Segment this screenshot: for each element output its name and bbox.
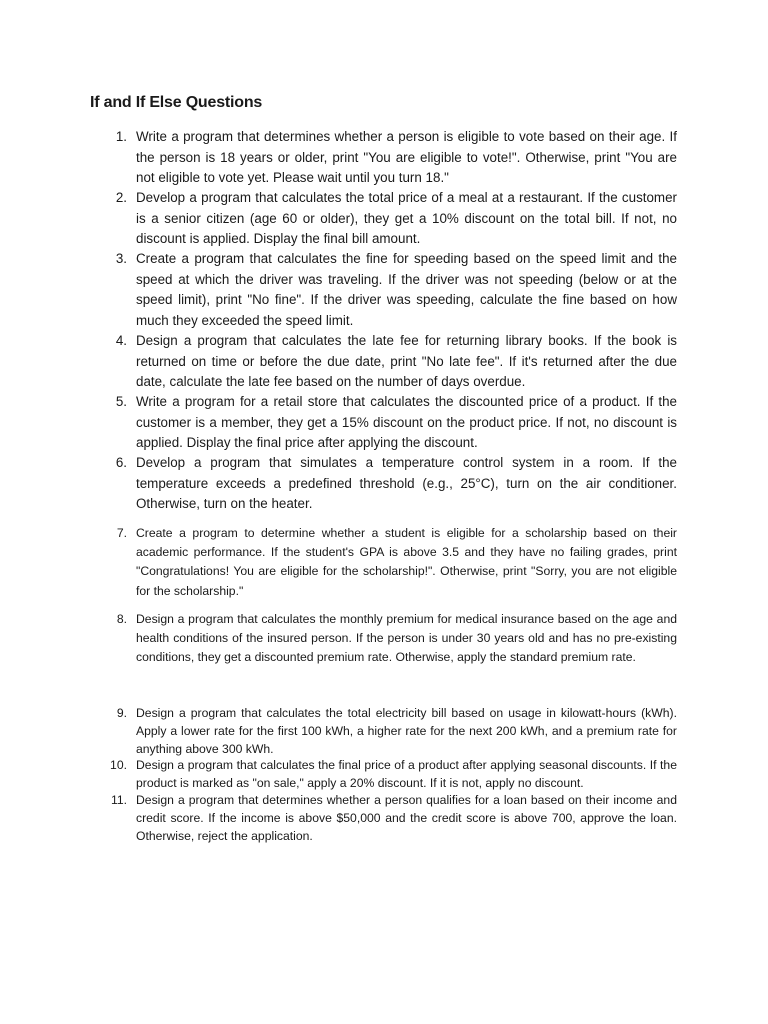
item-text: Design a program that calculates the monthly premium for medical insurance based on the age and health conditions of the insured person. If the person is under 30 years old and has no pre-existing conditions, they get a discounted premium rate. Otherwise, apply the standard premium rate. [136, 612, 677, 665]
item-number: 3. [115, 251, 127, 266]
item-text: Develop a program that simulates a temperature control system in a room. If the temperature exceeds a predefined threshold (e.g., 25°C), turn on the air conditioner. Otherwise, turn on the heater. [136, 455, 677, 512]
item-text: Write a program that determines whether a person is eligible to vote based on their age. If the person is 18 years or older, print "You are eligible to vote!". Otherwise, print "You are not eligible to vote yet. Please wait until you turn 18." [136, 129, 677, 186]
item-text: Design a program that calculates the total electricity bill based on usage in kilowatt-hours (kWh). Apply a lower rate for the first 100 kWh, a higher rate for the next 200 kWh, and a premium rate for anything above 300 kWh. [136, 706, 677, 757]
item-number: 10. [110, 758, 127, 772]
item-text: Design a program that calculates the final price of a product after applying seasonal discounts. If the product is marked as "on sale," apply a 20% discount. If it is not, apply no discount. [136, 758, 677, 791]
item-text: Design a program that determines whether a person qualifies for a loan based on their income and credit score. If the income is above $50,000 and the credit score is above 700, approve the loan. Otherwise, reject the application. [136, 793, 677, 844]
item-number: 6. [115, 455, 127, 470]
item-number: 7. [116, 526, 127, 540]
item-text: Create a program to determine whether a student is eligible for a scholarship based on their academic performance. If the student's GPA is above 3.5 and they have no failing grades, print "Congratulations! You are eligible for the scholarship!". Otherwise, print "Sorry, you are not eligible for the scholarship." [136, 526, 677, 598]
item-number: 8. [116, 612, 127, 626]
item-number: 1. [115, 129, 127, 144]
page-title: If and If Else Questions [90, 94, 263, 111]
item-text: Design a program that calculates the late fee for returning library books. If the book is returned on time or before the due date, print "No late fee". If it's returned after the due date, calculate the late fee based on the number of days overdue. [136, 333, 677, 390]
item-text: Write a program for a retail store that calculates the discounted price of a product. If the customer is a member, they get a 15% discount on the product price. If not, no discount is applied. Display the final price after applying the discount. [136, 394, 677, 451]
item-number: 9. [116, 706, 127, 720]
item-number: 5. [115, 394, 127, 409]
item-text: Create a program that calculates the fine for speeding based on the speed limit and the speed at which the driver was traveling. If the driver was not speeding (below or at the speed limit), print "No fine". If the driver was speeding, calculate the fine based on how much they exceeded the speed limit. [136, 251, 677, 328]
item-number: 2. [115, 190, 127, 205]
item-text: Develop a program that calculates the total price of a meal at a restaurant. If the customer is a senior citizen (age 60 or older), they get a 10% discount on the total bill. If not, no discount is applied. Display the final bill amount. [136, 190, 677, 247]
item-number: 4. [115, 333, 127, 348]
item-number: 11. [110, 793, 127, 807]
